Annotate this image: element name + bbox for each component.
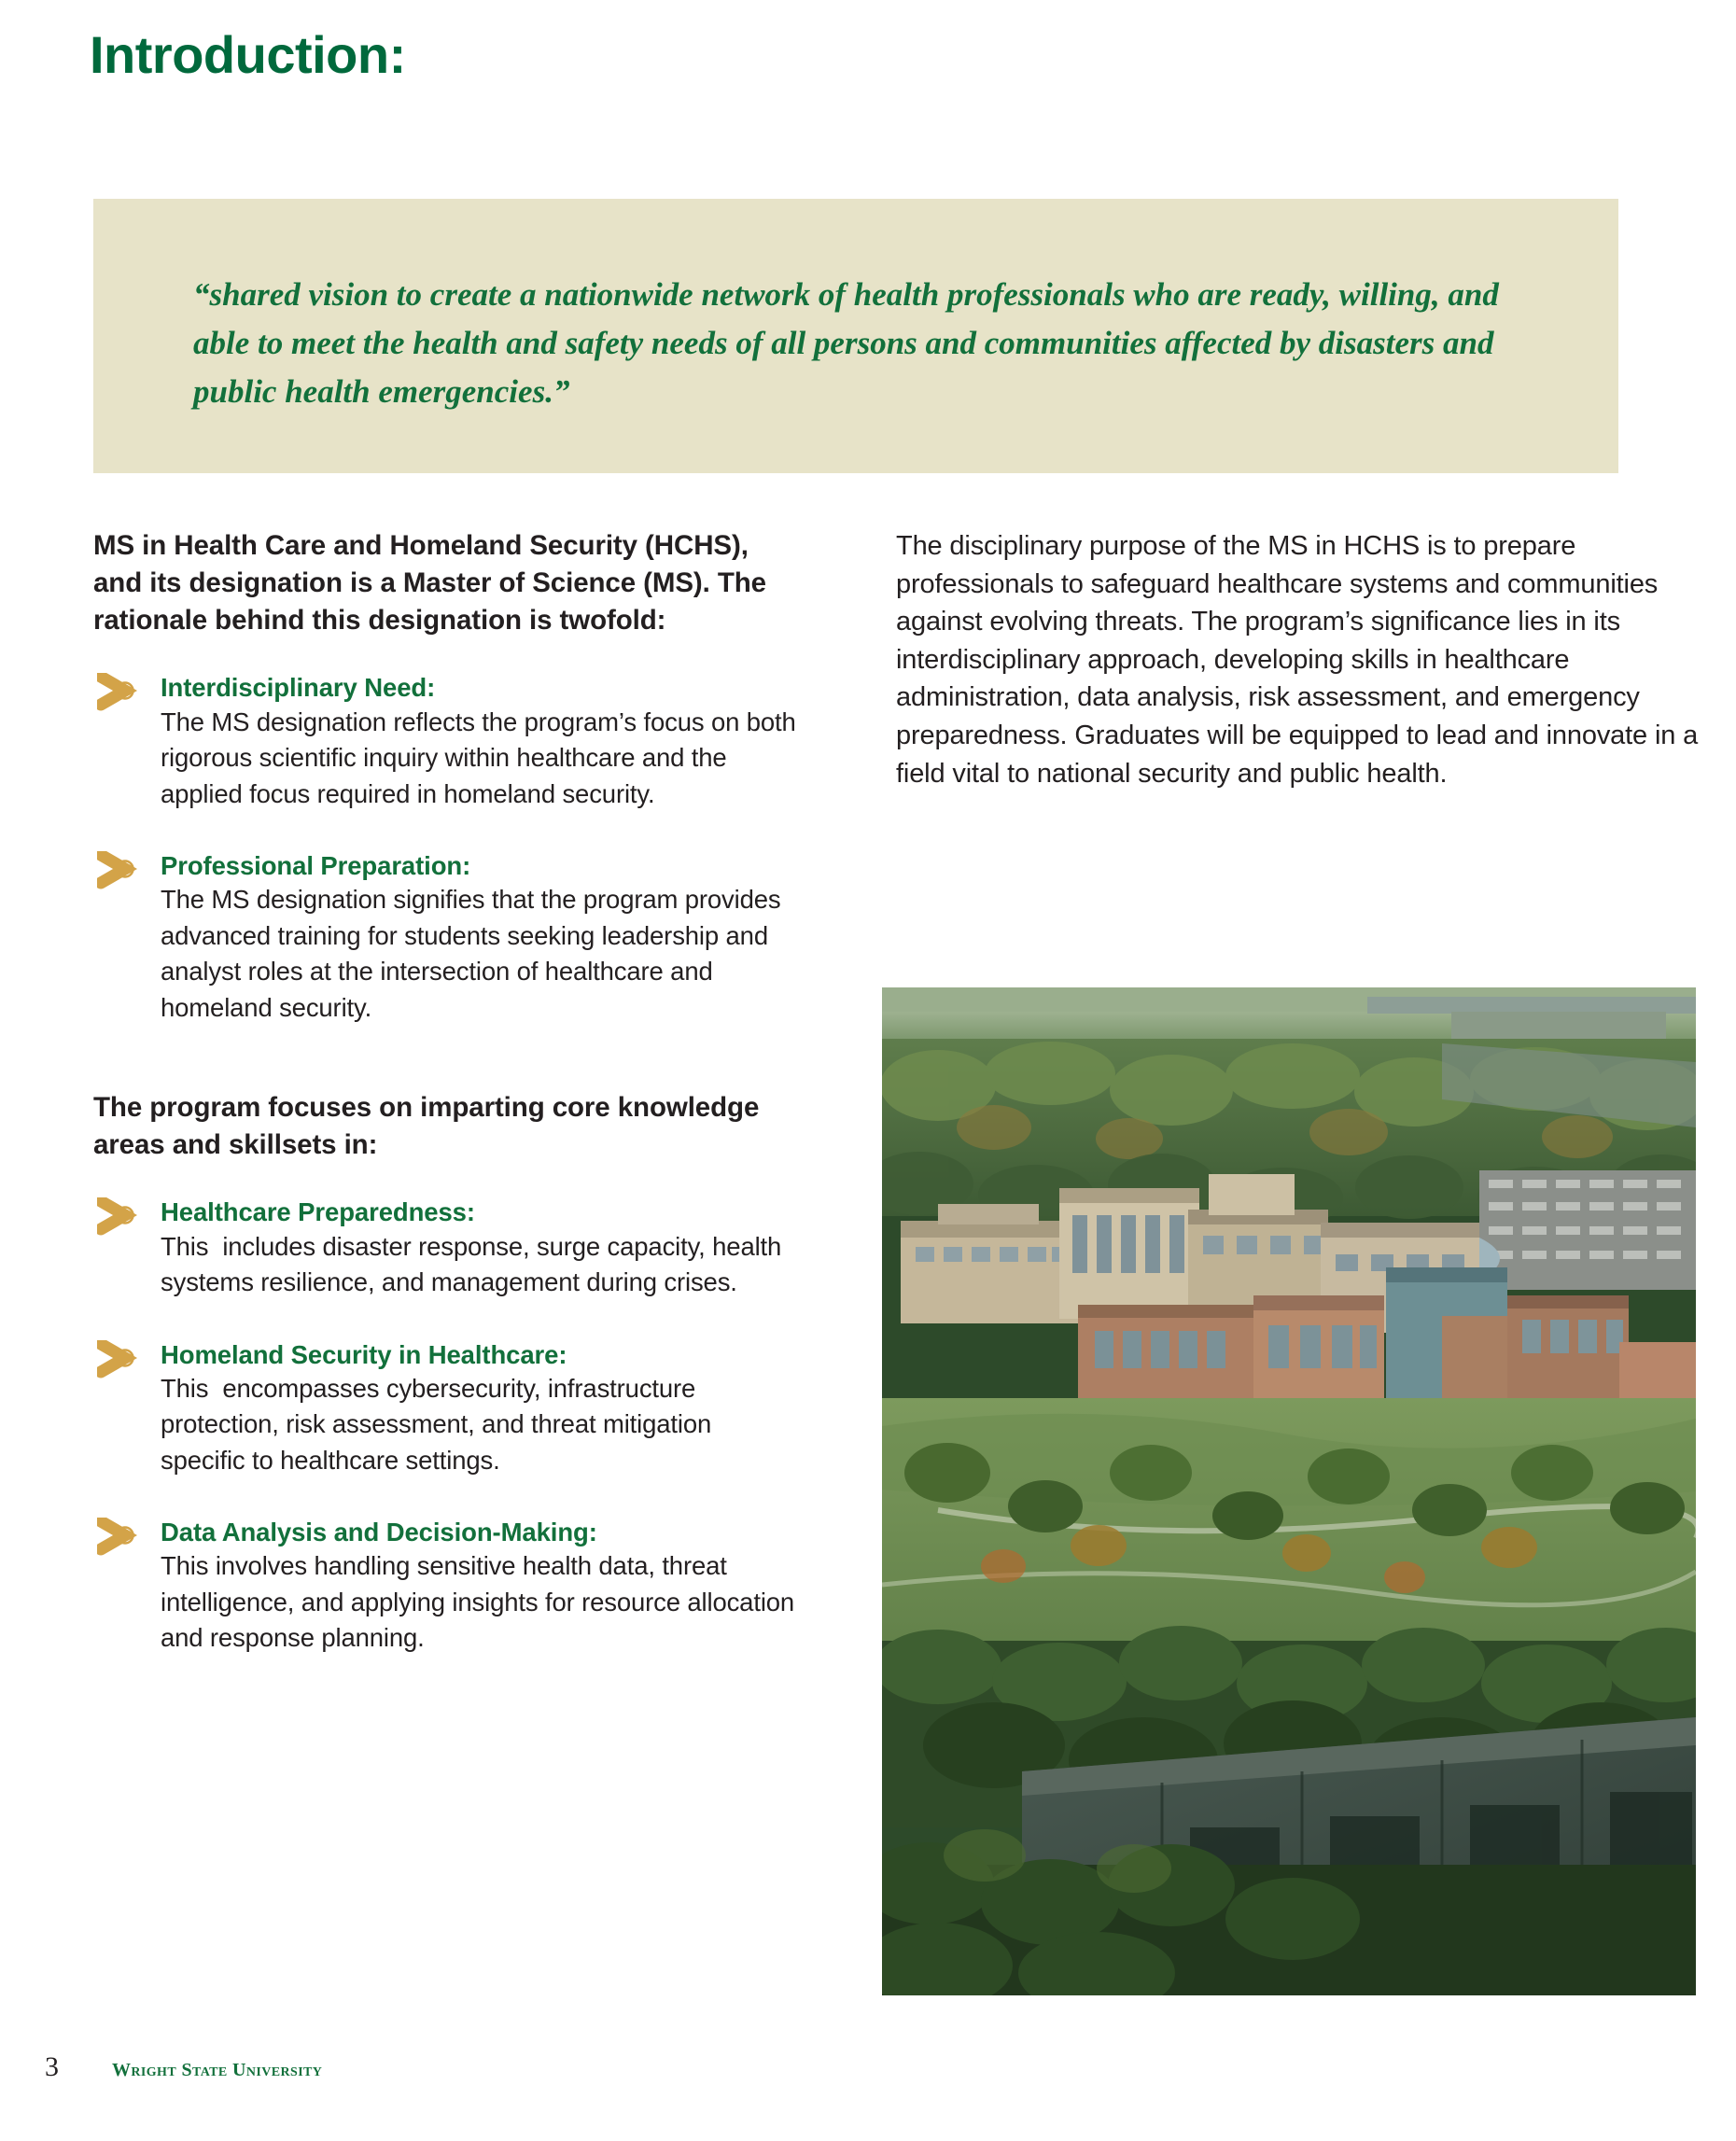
pull-quote-text: “shared vision to create a nationwide network of health professionals who are ready, willing, and able to meet the health and safety needs of all persons and communities affected by disasters and public health emergencies.”: [193, 276, 1499, 410]
page-number: 3: [45, 2051, 59, 2082]
right-column: [896, 527, 1699, 792]
list-item-body: This encompasses cybersecurity, infrastructure protection, risk assessment, and threat mitigation specific to healthcare settings.: [161, 1373, 719, 1475]
page-title: Introduction:: [90, 25, 406, 84]
left-column: [93, 527, 804, 1657]
chevron-bullet-icon: [97, 851, 140, 890]
list-item-title: Professional Preparation:: [161, 851, 471, 881]
right-column-paragraph: The disciplinary purpose of the MS in HCHS is to prepare professionals to safeguard healthcare systems and communities against evolving threats. The program’s significance lies in its interdisciplinary approach, developing skills in healthcare administration, data analysis, risk assessment, and emergency preparedness. Graduates will be equipped to lead and innovate in a field vital to national security and public health.: [896, 531, 1699, 789]
list-item: [93, 849, 798, 1026]
chevron-bullet-icon: [97, 1340, 140, 1379]
list-item-body: The MS designation signifies that the program provides advanced training for students seeking leadership and analyst roles at the intersection of healthcare and homeland security.: [161, 885, 788, 1022]
left-lead-paragraph: MS in Health Care and Homeland Security (HCHS), and its designation is a Master of Science (MS). The rationale behind this designation is twofold:: [93, 530, 766, 637]
left-lead-paragraph-two: The program focuses on imparting core knowledge areas and skillsets in:: [93, 1092, 760, 1161]
chevron-bullet-icon: [97, 1518, 140, 1557]
list-item: [93, 671, 804, 812]
list-item-title: Data Analysis and Decision-Making:: [161, 1518, 597, 1547]
list-item-body: This involves handling sensitive health data, threat intelligence, and applying insights for resource allocation and response planning.: [161, 1551, 802, 1653]
list-item: [93, 1196, 798, 1300]
chevron-bullet-icon: [97, 1197, 140, 1237]
list-item-title: Homeland Security in Healthcare:: [161, 1339, 567, 1369]
list-item-title: Healthcare Preparedness:: [161, 1197, 475, 1227]
university-wordmark: Wright State University: [112, 2060, 323, 2080]
chevron-bullet-icon: [97, 673, 140, 712]
bullet-list-rationale: [93, 671, 804, 1026]
list-item-body: This includes disaster response, surge capacity, health systems resilience, and management during crises.: [161, 1231, 789, 1297]
pull-quote-band: [93, 199, 1618, 473]
list-item: [93, 1516, 802, 1657]
list-item-body: The MS designation reflects the program’s focus on both rigorous scientific inquiry within healthcare and the applied focus required in homeland security.: [161, 707, 804, 808]
list-item: [93, 1338, 798, 1479]
bullet-list-core-knowledge: [93, 1196, 802, 1657]
list-item-title: Interdisciplinary Need:: [161, 673, 436, 703]
campus-aerial-photo: [882, 987, 1696, 1995]
